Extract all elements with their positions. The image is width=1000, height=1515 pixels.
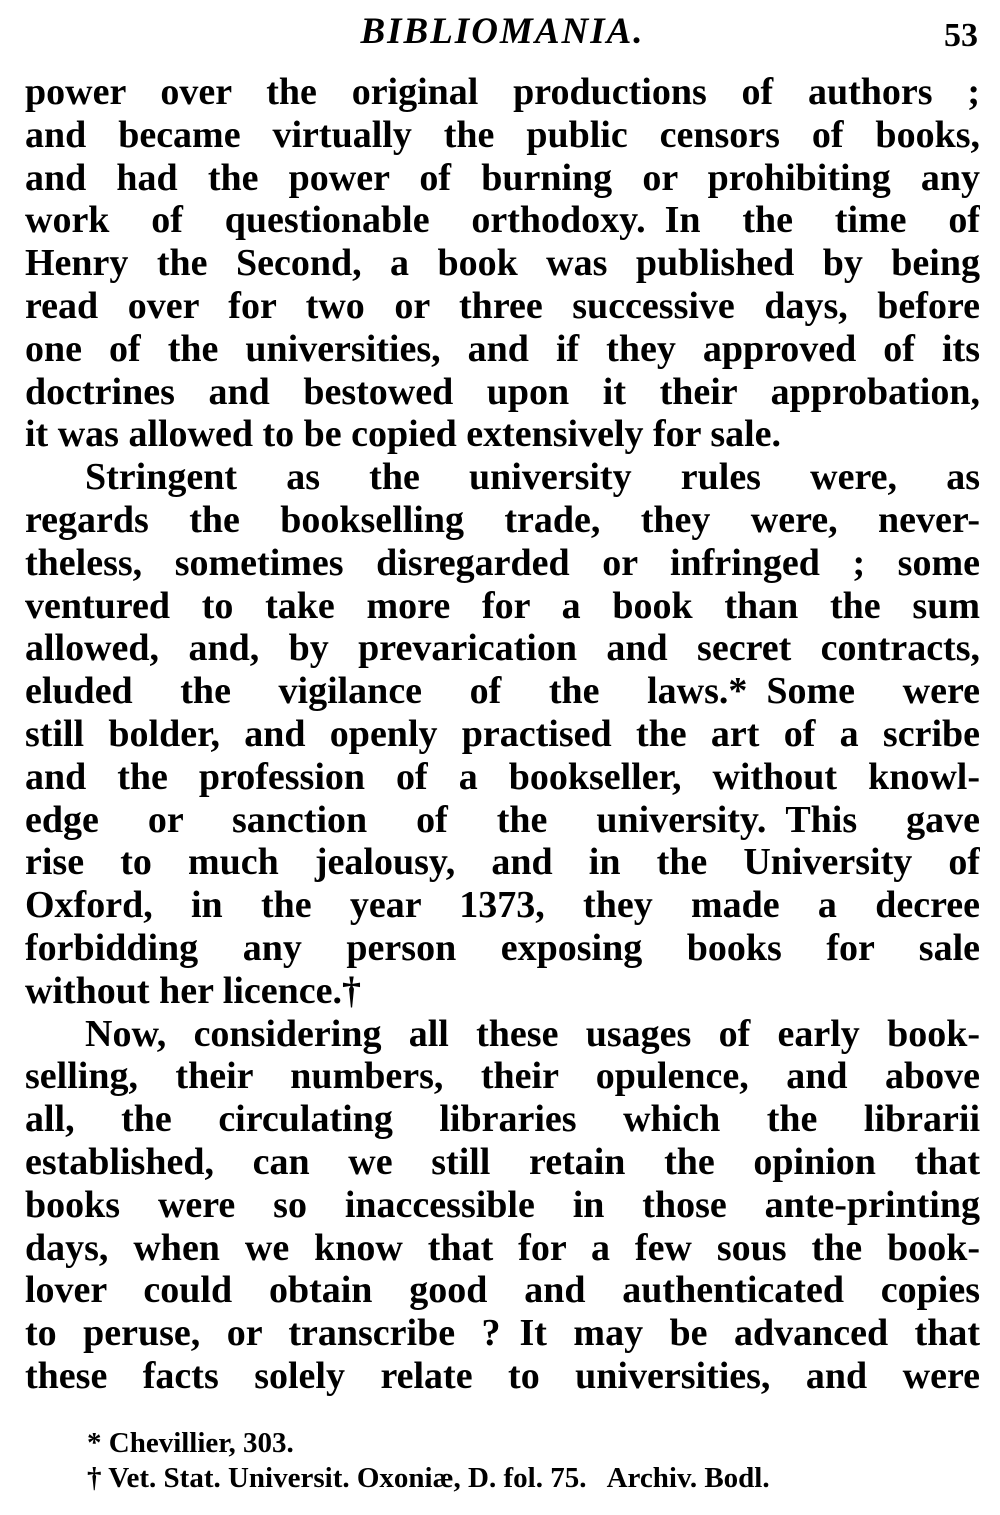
page-number: 53 xyxy=(944,17,978,54)
text-line: all, the circulating libraries which the librarii xyxy=(25,1098,980,1141)
text-line: established, can we still retain the opinion that xyxy=(25,1140,980,1183)
text-line: doctrines and bestowed upon it their approbation, xyxy=(25,370,980,413)
text-line: lover could obtain good and authenticated copies xyxy=(25,1269,980,1312)
page-body-text xyxy=(25,71,980,1398)
text-line: Now, considering all these usages of early book- xyxy=(85,1012,980,1055)
footnote-line: * Chevillier, 303. xyxy=(87,1427,294,1459)
running-head xyxy=(25,10,980,56)
text-line: Stringent as the university rules were, as xyxy=(85,456,980,499)
text-line: it was allowed to be copied extensively for sale. xyxy=(25,413,782,456)
text-line: to peruse, or transcribe ? It may be advanced that xyxy=(25,1312,980,1355)
text-line: eluded the vigilance of the laws.* Some were xyxy=(25,670,980,713)
text-line: these facts solely relate to universities, and were xyxy=(25,1354,980,1397)
text-line: and the profession of a bookseller, without knowl- xyxy=(25,755,980,798)
text-line: days, when we know that for a few sous the book- xyxy=(25,1226,980,1269)
text-line: regards the bookselling trade, they were, never- xyxy=(25,498,980,541)
text-line: Oxford, in the year 1373, they made a decree xyxy=(25,884,980,927)
text-line: theless, sometimes disregarded or infringed ; some xyxy=(25,541,980,584)
text-line: one of the universities, and if they approved of its xyxy=(25,327,980,370)
text-line: still bolder, and openly practised the art of a scribe xyxy=(25,712,980,755)
text-line: rise to much jealousy, and in the University of xyxy=(25,841,980,884)
running-header-title: BIBLIOMANIA. xyxy=(360,11,645,52)
text-line: forbidding any person exposing books for sale xyxy=(25,926,980,969)
text-line: and had the power of burning or prohibiting any xyxy=(25,156,980,199)
footnotes xyxy=(25,1426,980,1495)
text-line: ventured to take more for a book than the sum xyxy=(25,584,980,627)
text-line: read over for two or three successive days, before xyxy=(25,284,980,327)
text-line: Henry the Second, a book was published by being xyxy=(25,242,980,285)
text-line: books were so inaccessible in those ante-printing xyxy=(25,1183,980,1226)
text-line: selling, their numbers, their opulence, and above xyxy=(25,1055,980,1098)
footnote-line: † Vet. Stat. Universit. Oxoniæ, D. fol. 75. Archiv. Bodl. xyxy=(87,1461,770,1494)
text-line: power over the original productions of authors ; xyxy=(25,71,980,113)
text-line: allowed, and, by prevarication and secret contracts, xyxy=(25,627,980,670)
text-line: and became virtually the public censors of books, xyxy=(25,113,980,156)
text-line: edge or sanction of the university. This gave xyxy=(25,798,980,841)
text-line: work of questionable orthodoxy. In the time of xyxy=(25,199,980,242)
text-line: without her licence.† xyxy=(25,969,361,1012)
